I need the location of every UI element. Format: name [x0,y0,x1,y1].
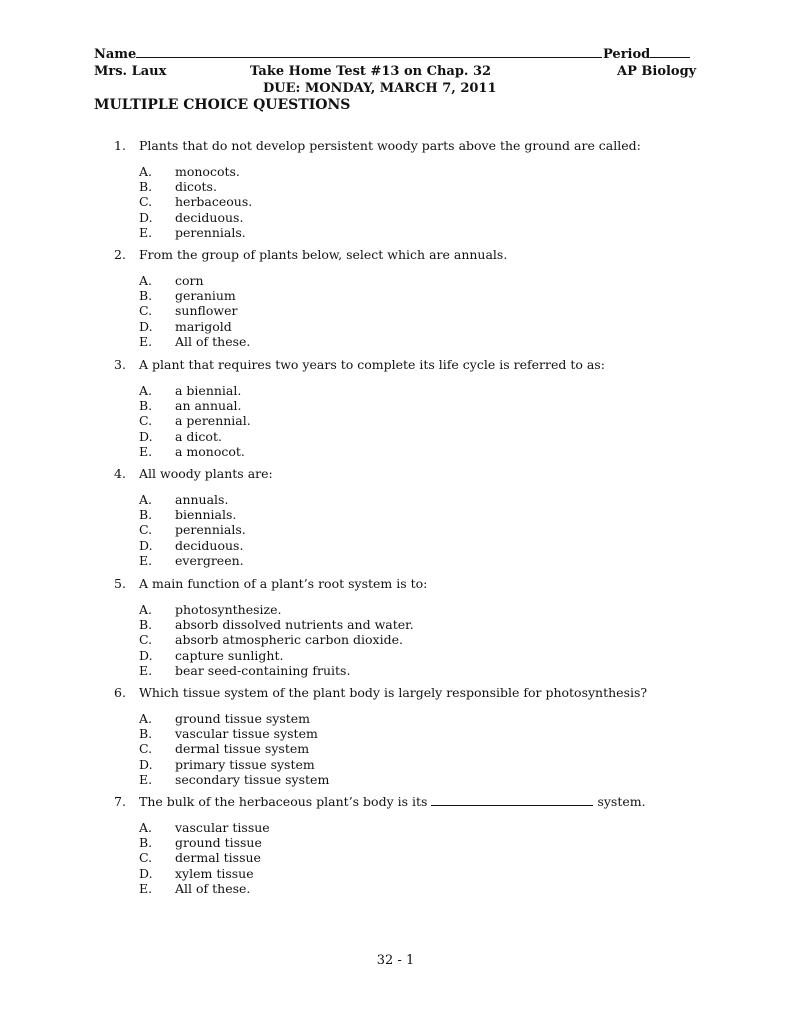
option-text: xylem tissue [175,865,254,881]
option-text: deciduous. [175,537,244,553]
option-letter: E. [139,552,153,568]
option-letter: C. [139,850,153,866]
question-text [139,794,646,809]
option-letter: C. [139,522,153,538]
option-text: absorb dissolved nutrients and water. [175,617,414,633]
name-blank-line[interactable] [136,46,602,58]
question-number: 4. [114,466,126,481]
question-text: From the group of plants below, select which are annuals. [139,247,508,262]
fill-in-blank[interactable] [431,794,593,806]
option-letter: C. [139,413,153,429]
option-letter: E. [139,333,153,349]
option-letter: D. [139,209,153,225]
question-number: 3. [114,357,126,372]
option-letter: E. [139,880,153,896]
option-text: a perennial. [175,413,251,429]
question-number: 6. [114,685,126,700]
option-letter: B. [139,179,153,195]
option-text: All of these. [175,880,251,896]
option-letter: B. [139,507,153,523]
option-text: an annual. [175,398,242,414]
option-letter: D. [139,318,153,334]
test-title: Take Home Test #13 on Chap. 32 [250,64,492,79]
option-letter: C. [139,632,153,648]
option-letter: D. [139,537,153,553]
option-letter: B. [139,726,153,742]
option-text: corn [175,273,204,288]
option-letter: A. [139,602,153,617]
option-text: a biennial. [175,383,242,398]
option-letter: A. [139,820,153,835]
option-letter: E. [139,224,153,240]
question-number: 1. [114,138,126,153]
option-text: ground tissue system [175,711,311,726]
question-number: 5. [114,576,126,591]
section-title: MULTIPLE CHOICE QUESTIONS [94,97,351,113]
option-letter: E. [139,443,153,459]
option-text: ground tissue [175,835,262,851]
option-text: dicots. [175,179,217,195]
option-letter: A. [139,273,153,288]
period-label: Period [603,47,651,62]
option-letter: A. [139,164,153,179]
page-number: 32 - 1 [376,953,415,968]
option-letter: D. [139,756,153,772]
question-text: Plants that do not develop persistent woody parts above the ground are called: [139,138,641,153]
option-letter: D. [139,647,153,663]
question-text: A plant that requires two years to complete its life cycle is referred to as: [139,357,605,372]
option-text: sunflower [175,303,238,319]
option-text: annuals. [175,492,229,507]
option-text: dermal tissue system [175,741,310,757]
option-letter: B. [139,617,153,633]
question-number: 2. [114,247,126,262]
option-letter: C. [139,303,153,319]
option-text: evergreen. [175,552,244,568]
option-text: capture sunlight. [175,647,284,663]
option-text: vascular tissue [175,820,270,835]
course-name: AP Biology [617,64,697,79]
option-letter: C. [139,741,153,757]
name-label: Name [94,47,137,62]
option-text: a monocot. [175,443,245,459]
option-text: deciduous. [175,209,244,225]
option-text: absorb atmospheric carbon dioxide. [175,632,403,648]
option-letter: B. [139,835,153,851]
option-text: dermal tissue [175,850,261,866]
option-text: secondary tissue system [175,771,330,787]
period-blank-line[interactable] [650,46,690,58]
option-letter: A. [139,492,153,507]
option-text: All of these. [175,333,251,349]
teacher-name: Mrs. Laux [94,64,167,79]
option-text: bear seed-containing fruits. [175,662,351,678]
option-letter: D. [139,428,153,444]
option-letter: B. [139,288,153,304]
option-letter: B. [139,398,153,414]
name-field [94,46,602,62]
option-text: marigold [175,318,232,334]
option-text: primary tissue system [175,756,315,772]
question-text: A main function of a plant’s root system is to: [139,576,428,591]
option-letter: E. [139,662,153,678]
option-text: photosynthesize. [175,602,282,617]
option-letter: D. [139,865,153,881]
option-letter: C. [139,194,153,210]
question-text-before: The bulk of the herbaceous plant’s body is its [139,794,428,809]
question-text: All woody plants are: [139,466,273,481]
due-date: DUE: MONDAY, MARCH 7, 2011 [263,81,497,96]
option-text: perennials. [175,224,246,240]
option-text: perennials. [175,522,246,538]
option-text: a dicot. [175,428,222,444]
question-number: 7. [114,794,126,809]
period-field [603,46,690,62]
option-letter: A. [139,383,153,398]
question-text: Which tissue system of the plant body is largely responsible for photosynthesis? [139,685,648,700]
question-text-after: system. [597,794,646,809]
option-text: vascular tissue system [175,726,318,742]
option-text: biennials. [175,507,237,523]
option-text: herbaceous. [175,194,253,210]
option-text: monocots. [175,164,240,179]
option-text: geranium [175,288,236,304]
option-letter: E. [139,771,153,787]
option-letter: A. [139,711,153,726]
